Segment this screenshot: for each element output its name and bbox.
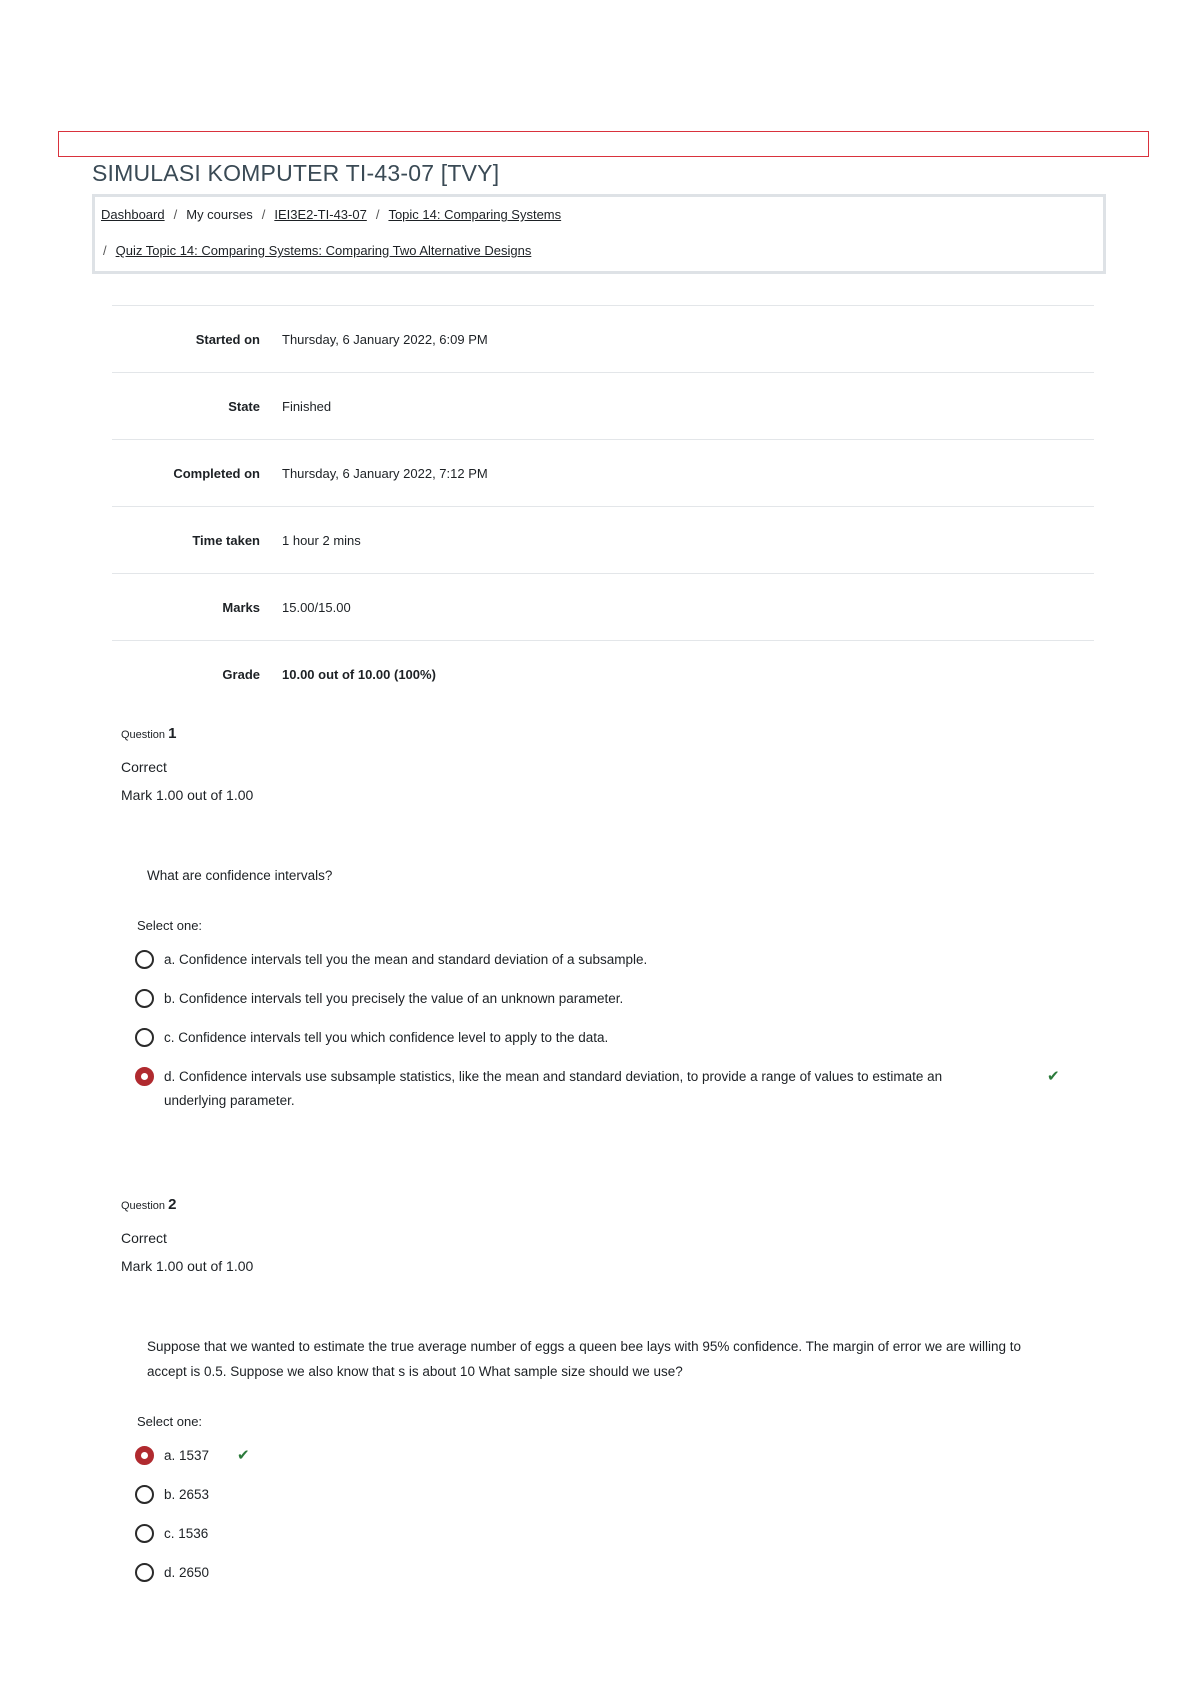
question-status: Correct [121, 1230, 167, 1246]
question-number [121, 1196, 253, 1218]
check-icon: ✔ [237, 1447, 250, 1464]
answer-text: d. Confidence intervals use subsample statistics, like the mean and standard deviation, to provide a range of values to estimate an underlying parameter. [164, 1069, 943, 1108]
summary-label: Grade [222, 666, 260, 682]
summary-row-time-taken [112, 506, 1094, 573]
answer-option[interactable] [135, 1026, 1075, 1050]
breadcrumb-my-courses[interactable]: My courses [186, 207, 253, 222]
question-mark: Mark 1.00 out of 1.00 [121, 1258, 254, 1274]
answer-option[interactable] [135, 987, 1075, 1011]
summary-label: Completed on [173, 465, 260, 481]
question-2-text: Suppose that we wanted to estimate the true average number of eggs a queen bee lays with 95% confidence. The margin of error we are willing to accept is 0.5. Suppose we also know that s is about 10 What sample size should we use? [147, 1339, 1022, 1379]
summary-label: State [228, 398, 260, 414]
summary-label: Time taken [192, 532, 260, 548]
question-number [121, 725, 253, 747]
answer-option[interactable] [135, 1561, 1075, 1585]
answer-option-selected[interactable] [135, 1065, 1075, 1113]
question-1-info [121, 725, 253, 803]
breadcrumb-quiz[interactable]: Quiz Topic 14: Comparing Systems: Comparing Two Alternative Designs [115, 243, 532, 258]
question-2-answers [135, 1444, 1075, 1600]
question-mark: Mark 1.00 out of 1.00 [121, 787, 254, 803]
summary-label: Marks [222, 599, 260, 615]
select-one-label: Select one: [137, 918, 203, 933]
radio-button-selected[interactable] [135, 1446, 154, 1465]
summary-row-completed-on [112, 439, 1094, 506]
radio-button[interactable] [135, 950, 154, 969]
radio-button[interactable] [135, 1563, 154, 1582]
highlight-frame [58, 131, 1149, 157]
question-2-info [121, 1196, 253, 1274]
answer-option-selected[interactable] [135, 1444, 1075, 1468]
breadcrumb-dashboard[interactable]: Dashboard [101, 207, 165, 222]
answer-text: b. Confidence intervals tell you precisely the value of an unknown parameter. [164, 991, 624, 1006]
summary-row-started-on [112, 305, 1094, 372]
question-label: Question [121, 1200, 166, 1212]
radio-button[interactable] [135, 1028, 154, 1047]
answer-option[interactable] [135, 1522, 1075, 1546]
breadcrumb [92, 194, 1106, 274]
question-number-value: 1 [168, 725, 177, 742]
answer-text: a. 1537 [164, 1448, 210, 1463]
summary-value: Thursday, 6 January 2022, 6:09 PM [282, 331, 488, 347]
summary-value: 15.00/15.00 [282, 599, 351, 615]
answer-text: c. 1536 [164, 1526, 209, 1541]
question-number-value: 2 [168, 1196, 177, 1213]
summary-value: 10.00 out of 10.00 (100%) [282, 666, 436, 682]
answer-text: c. Confidence intervals tell you which confidence level to apply to the data. [164, 1030, 609, 1045]
attempt-summary-table [112, 305, 1094, 707]
breadcrumb-separator: / [173, 207, 178, 222]
summary-row-marks [112, 573, 1094, 640]
answer-text: a. Confidence intervals tell you the mean and standard deviation of a subsample. [164, 952, 648, 967]
question-status: Correct [121, 759, 167, 775]
answer-option[interactable] [135, 1483, 1075, 1507]
check-icon: ✔ [1047, 1068, 1060, 1085]
question-1-answers [135, 948, 1075, 1128]
select-one-label: Select one: [137, 1414, 203, 1429]
answer-text: d. 2650 [164, 1565, 210, 1580]
question-label: Question [121, 729, 166, 741]
breadcrumb-separator: / [375, 207, 380, 222]
breadcrumb-separator: / [261, 207, 266, 222]
summary-label: Started on [195, 331, 260, 347]
answer-option[interactable] [135, 948, 1075, 972]
breadcrumb-separator: / [103, 243, 107, 258]
answer-text: b. 2653 [164, 1487, 210, 1502]
summary-row-grade [112, 640, 1094, 707]
breadcrumb-topic[interactable]: Topic 14: Comparing Systems [388, 207, 562, 222]
summary-value: 1 hour 2 mins [282, 532, 361, 548]
radio-button[interactable] [135, 989, 154, 1008]
breadcrumb-course[interactable]: IEI3E2-TI-43-07 [274, 207, 367, 222]
radio-button[interactable] [135, 1524, 154, 1543]
summary-value: Thursday, 6 January 2022, 7:12 PM [282, 465, 488, 481]
page-title: SIMULASI KOMPUTER TI-43-07 [TVY] [92, 160, 500, 186]
radio-button-selected[interactable] [135, 1067, 154, 1086]
summary-value: Finished [282, 398, 332, 414]
question-1-text: What are confidence intervals? [147, 868, 333, 883]
summary-row-state [112, 372, 1094, 439]
radio-button[interactable] [135, 1485, 154, 1504]
